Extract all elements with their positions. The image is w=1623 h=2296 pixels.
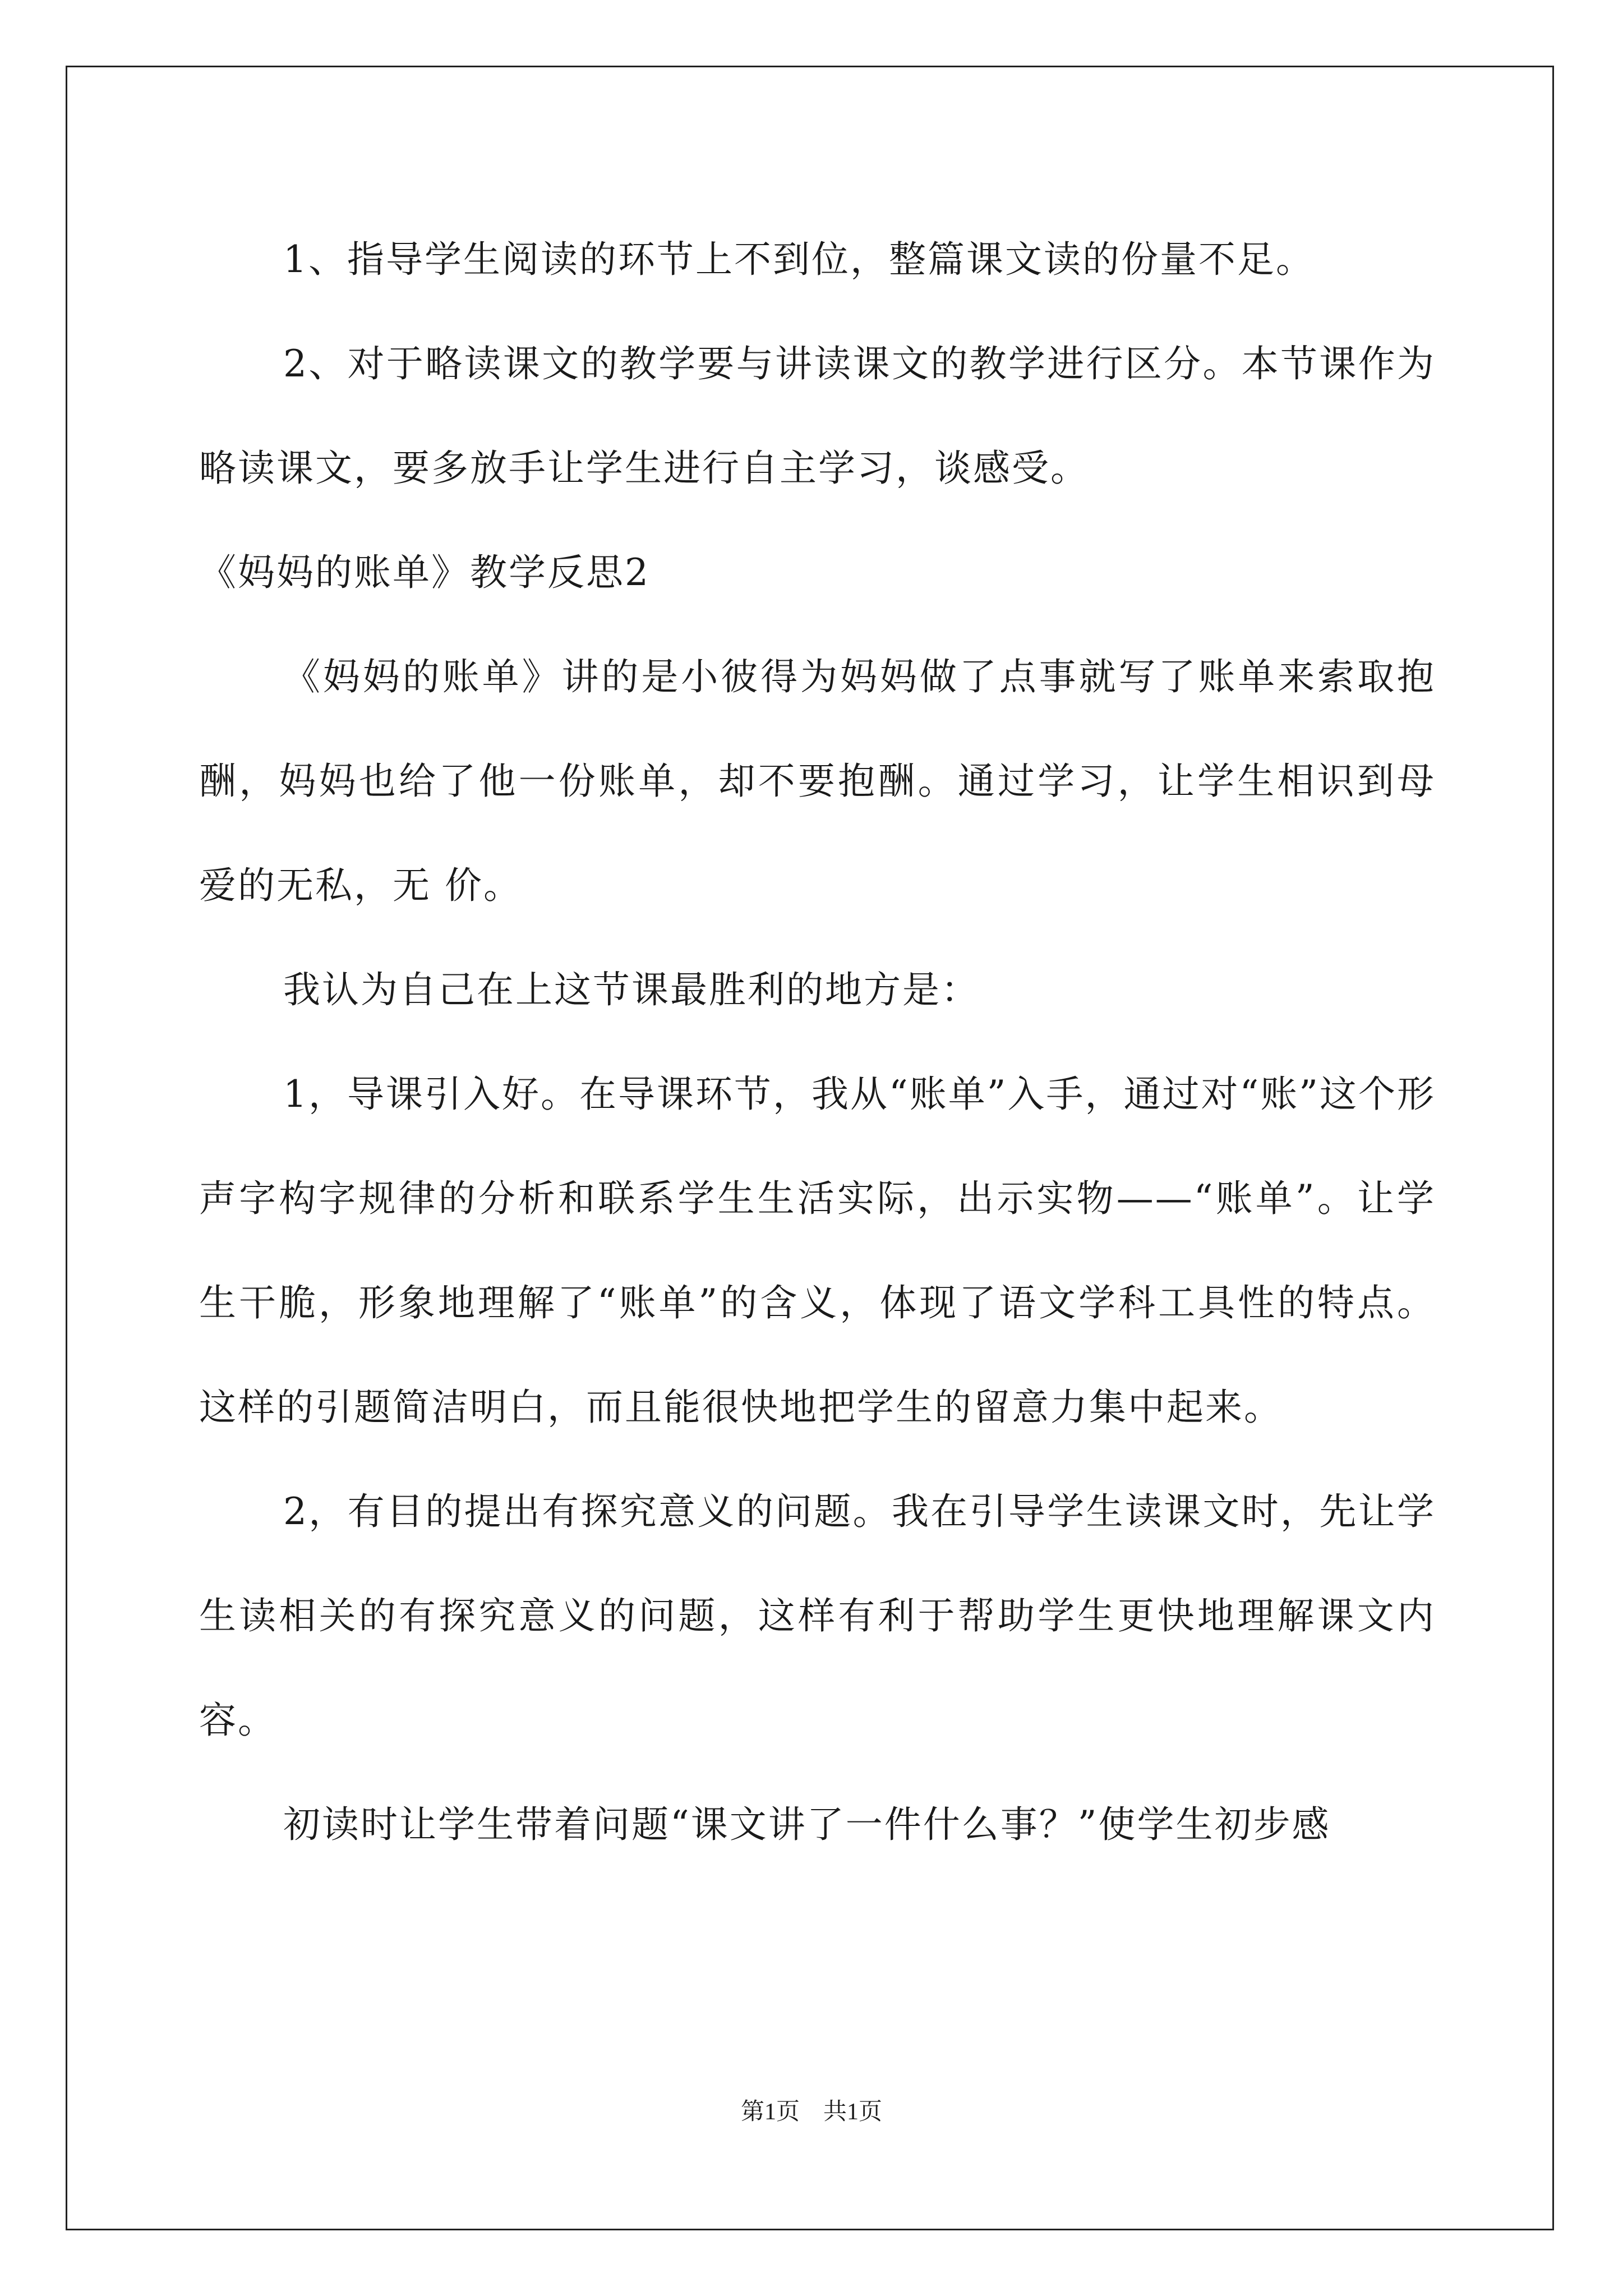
paragraph-7: 初读时让学生带着问题“课文讲了一件什么事？”使学生初步感 (283, 1803, 1331, 1846)
paragraph-2: 2、对于略读课文的教学要与讲读课文的教学进行区分。本节课作为略读课文，要多放手让学生进行自主学习，谈感受。 (199, 342, 1436, 490)
paragraph-3: 《妈妈的账单》讲的是小彼得为妈妈做了点事就写了账单来索取抱酬，妈妈也给了他一份账单，却不要抱酬。通过学习，让学生相识到母爱的无私，无 价。 (199, 655, 1436, 907)
paragraph-6: 2，有目的提出有探究意义的问题。我在引导学生读课文时，先让学生读相关的有探究意义的问题，这样有利于帮助学生更快地理解课文内容。 (199, 1490, 1436, 1742)
paragraph-1: 1、指导学生阅读的环节上不到位，整篇课文读的份量不足。 (283, 238, 1315, 281)
section-heading: 《妈妈的账单》教学反思2 (199, 551, 650, 594)
paragraph-5: 1，导课引入好。在导课环节，我从“账单”入手，通过对“账”这个形声字构字规律的分析和联系学生生活实际，出示实物——“账单”。让学生干脆，形象地理解了“账单”的含义，体现了语文学科工具性的特点。这样的引题简洁明白，而且能很快地把学生的留意力集中起来。 (199, 1073, 1436, 1429)
paragraph-4: 我认为自己在上这节课最胜利的地方是： (283, 968, 980, 1011)
document-body (199, 208, 1436, 1877)
page-footer: 第1页 共1页 (740, 2099, 882, 2125)
